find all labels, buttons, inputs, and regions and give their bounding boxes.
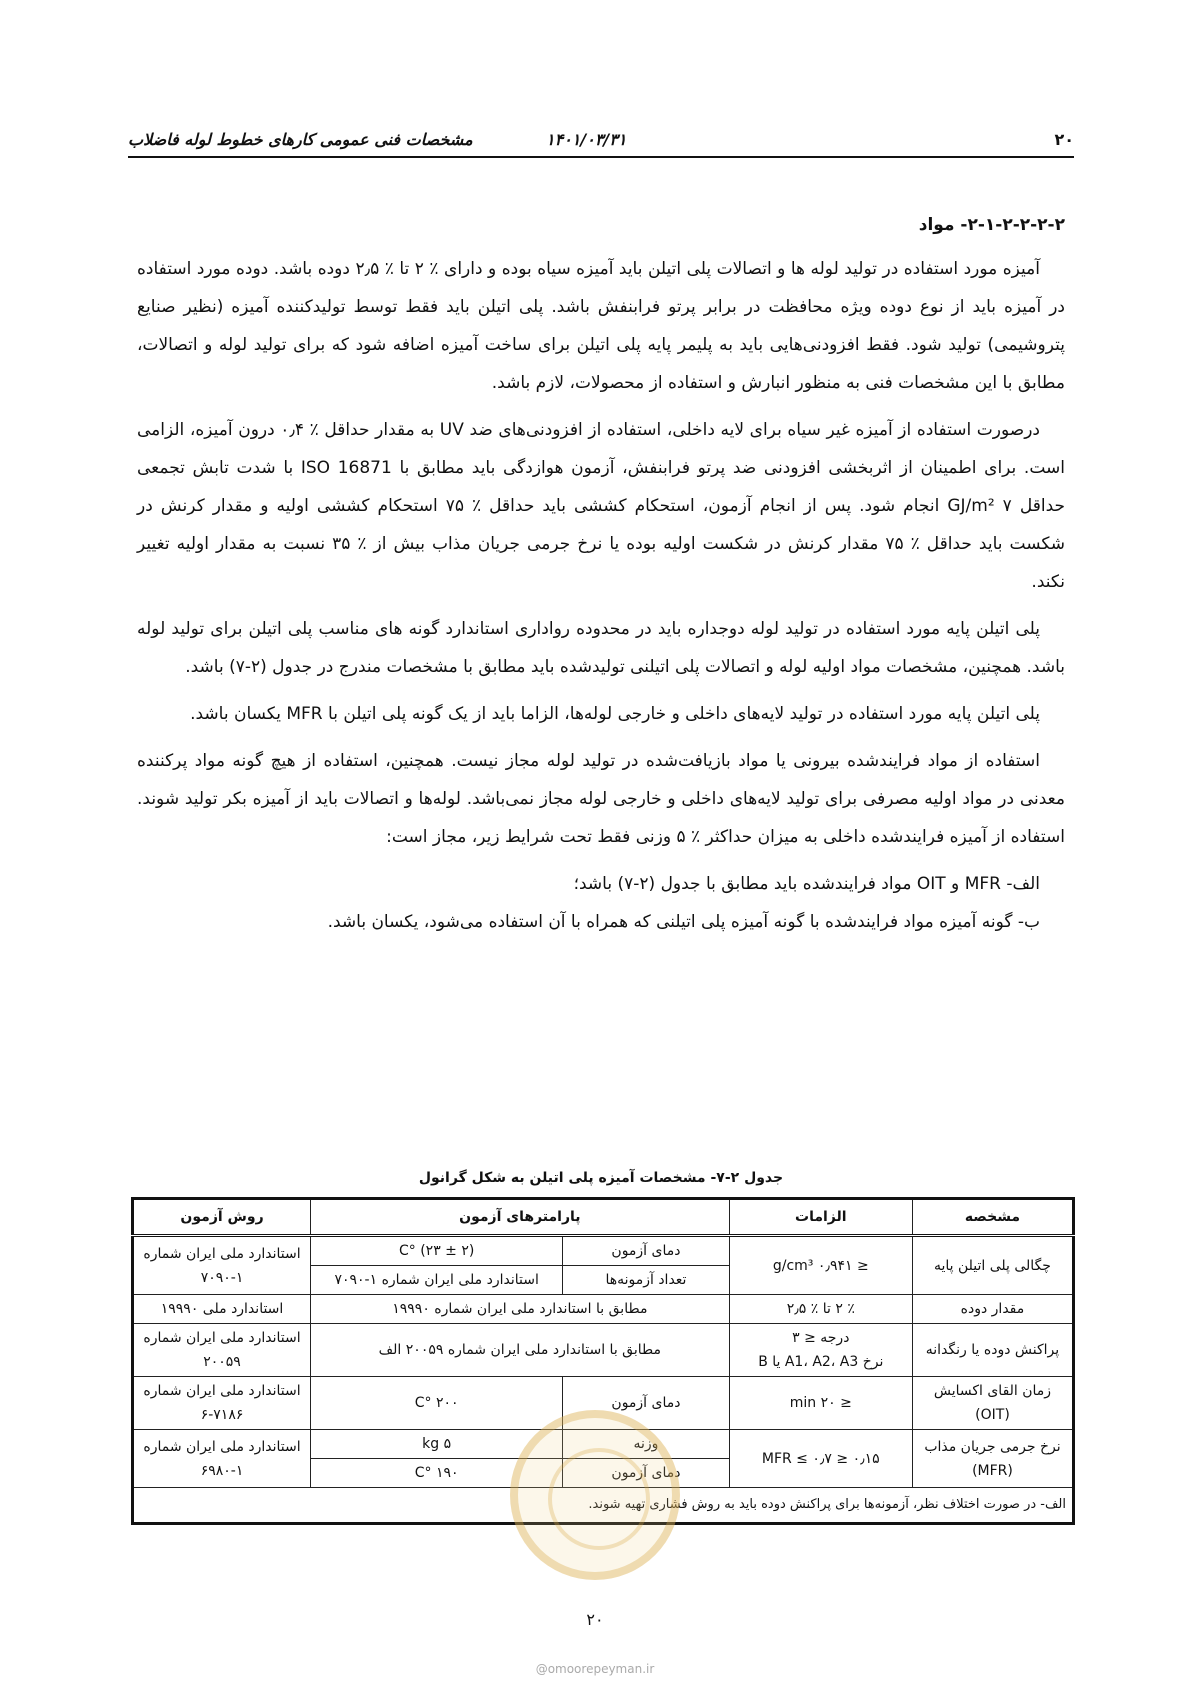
watermark-inner-ring [548,1448,650,1550]
cell-param-label: دمای آزمون [563,1377,729,1430]
footer-website: @omoorepeyman.ir [535,1662,655,1676]
table-row [133,1324,1074,1377]
header-method: روش آزمون [133,1199,311,1236]
section-body [137,206,1065,941]
cell-param-value: ۵ kg [311,1430,563,1459]
header-parameters: پارامترهای آزمون [311,1199,730,1236]
paragraph: پلی اتیلن پایه مورد استفاده در تولید لوله دوجداره باید در محدوده رواداری استاندارد گونه های مناسب پلی اتیلن برای تولید لوله باشد. همچنین، مشخصات مواد اولیه لوله و اتصالات پلی اتیلنی تولیدشده باید مطابق با مشخصات مندرج در جدول (۲-۷) باشد. [137,619,1065,677]
cell-param-label: وزنه [563,1430,729,1459]
cell-method: استاندارد ملی ایران شماره ۲۰۰۵۹ [133,1324,311,1377]
paragraph: درصورت استفاده از آمیزه غیر سیاه برای لایه داخلی، استفاده از افزودنی‌های ضد UV به مقدار حداقل ٪ ۰٫۴ درون آمیزه، الزامی است. برای اطمینان از اثربخشی افزودنی ضد پرتو فرابنفش، آزمون هوازدگی باید مطابق با ISO 16871 با شدت تابش تجمعی حداقل ۷ GJ/m² انجام شود. پس از انجام آزمون، استحکام کششی باید حداقل ٪ ۷۵ استحکام کششی اولیه و مقدار کرنش در شکست باید حداقل ٪ ۷۵ مقدار کرنش در شکست اولیه بوده یا نرخ جرمی جریان مذاب بیش از ٪ ۳۵ نسبت به مقدار اولیه تغییر نکند. [137,420,1066,592]
requirement-line: درجه ≤ ۳ [792,1330,850,1346]
cell-param-value: ۱۹۰ °C [311,1459,563,1488]
list-item: ب- گونه آمیزه مواد فرایندشده با گونه آمیزه پلی اتیلنی که همراه با آن استفاده می‌شود، یکسان باشد. [327,912,1040,932]
header-page-number: ۲۰ [1054,130,1074,149]
cell-param-label: دمای آزمون [563,1236,729,1266]
cell-property: پراکنش دوده یا رنگدانه [912,1324,1073,1377]
cell-param-value: ۲۰۰ °C [311,1377,563,1430]
list-item: الف- MFR و OIT مواد فرایندشده باید مطابق با جدول (۲-۷) باشد؛ [573,874,1040,894]
section-heading: ۲-۱-۲-۲-۲-۲- مواد [918,215,1065,235]
cell-parameters: مطابق با استاندارد ملی ایران شماره ۱۹۹۹۰ [311,1295,730,1324]
cell-method: استاندارد ملی ایران شماره ۱-۷۰۹۰ [133,1236,311,1295]
cell-property: زمان القای اکسایش (OIT) [912,1377,1073,1430]
header-property: مشخصه [912,1199,1073,1236]
table-header-row [133,1199,1074,1236]
cell-property: مقدار دوده [912,1295,1073,1324]
paragraph: آمیزه مورد استفاده در تولید لوله ها و اتصالات پلی اتیلن باید آمیزه سیاه بوده و دارای ٪ ۲ تا ٪ ۲٫۵ دوده باشد. دوده مورد استفاده در آمیزه باید از نوع دوده ویژه محافظت در برابر پرتو فرابنفش باشد. پلی اتیلن باید فقط توسط تولیدکننده آمیزه (نظیر صنایع پتروشیمی) تولید شود. فقط افزودنی‌هایی باید به پلیمر پایه پلی اتیلن برای ساخت آمیزه اضافه شود که برای تولید لوله و اتصالات، مطابق با این مشخصات فنی به منظور انبارش و استفاده از محصولات، لازم باشد. [137,259,1065,393]
cell-requirement: ≤ ۲۰ min [729,1377,912,1430]
cell-requirement [729,1324,912,1377]
cell-requirement: ≤ ۰٫۹۴۱ g/cm³ [729,1236,912,1295]
table-note: الف- در صورت اختلاف نظر، آزمونه‌ها برای پراکنش دوده باید به روش فشاری تهیه شوند. [133,1488,1074,1524]
watermark-seal [510,1410,680,1580]
cell-param-value: (۲ ± ۲۳) °C [311,1236,563,1266]
paragraph: استفاده از مواد فرایندشده بیرونی یا مواد بازیافت‌شده در تولید لوله مجاز نیست. همچنین، استفاده از هیچ گونه مواد پرکننده معدنی در مواد اولیه مصرفی برای تولید لایه‌های داخلی و خارجی لوله مجاز نمی‌باشد. لوله‌ها و اتصالات باید از آمیزه بکر تولید شوند. استفاده از آمیزه فرایندشده داخلی به میزان حداکثر ٪ ۵ وزنی فقط تحت شرایط زیر، مجاز است: [137,751,1065,847]
paragraph: پلی اتیلن پایه مورد استفاده در تولید لایه‌های داخلی و خارجی لوله‌ها، الزاما باید از یک گونه پلی اتیلن با MFR یکسان باشد. [190,704,1040,724]
cell-requirement: ۰٫۱۵ ≤ MFR ≤ ۰٫۷ [729,1430,912,1488]
requirement-line: نرخ A1، A2، A3 یا B [758,1354,884,1370]
cell-property: چگالی پلی اتیلن پایه [912,1236,1073,1295]
cell-requirement: ٪ ۲ تا ٪ ۲٫۵ [729,1295,912,1324]
cell-param-value: استاندارد ملی ایران شماره ۱-۷۰۹۰ [311,1266,563,1295]
cell-param-label: تعداد آزمونه‌ها [563,1266,729,1295]
page-header [128,116,1074,158]
cell-method: استاندارد ملی ۱۹۹۹۰ [133,1295,311,1324]
cell-method: استاندارد ملی ایران شماره ۷۱۸۶-۶ [133,1377,311,1430]
header-date: ۱۴۰۱/۰۳/۳۱ [546,130,627,149]
header-requirement: الزامات [729,1199,912,1236]
table-row [133,1295,1074,1324]
cell-property: نرخ جرمی جریان مذاب (MFR) [912,1430,1073,1488]
table-row [133,1236,1074,1266]
table-caption: جدول ۲-۷- مشخصات آمیزه پلی اتیلن به شکل گرانول [418,1170,784,1186]
cell-method: استاندارد ملی ایران شماره ۱-۶۹۸۰ [133,1430,311,1488]
cell-param-label: دمای آزمون [563,1459,729,1488]
cell-parameters: مطابق با استاندارد ملی ایران شماره ۲۰۰۵۹ الف [311,1324,730,1377]
footer-page-number: ۲۰ [586,1610,604,1629]
header-title: مشخصات فنی عمومی کارهای خطوط لوله فاضلاب [128,130,473,149]
